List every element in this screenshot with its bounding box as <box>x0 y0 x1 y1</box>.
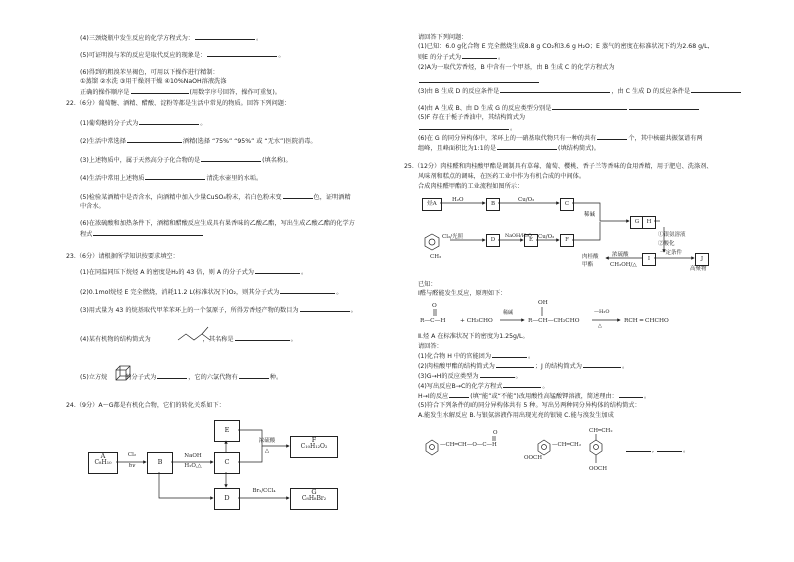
text: 。 <box>515 373 522 380</box>
text: 。 <box>510 125 517 132</box>
flow-g-box: G <box>630 216 644 229</box>
isomer-2-ring <box>538 440 550 455</box>
text: (1)化合物 H 中的官能团为 <box>418 353 492 360</box>
cond-flow-ab: H₂O <box>452 197 464 203</box>
text: (4)生活中常用上述物质 <box>80 175 145 182</box>
text: (填结构简式)。 <box>558 145 600 152</box>
label: D <box>224 494 230 502</box>
cond-ab-bottom: hv <box>128 463 136 469</box>
isomer-3-bot: OOCH <box>589 466 608 472</box>
toluene-ring <box>425 234 439 250</box>
text: 中含水。 <box>80 203 105 210</box>
text: 已知： <box>418 281 437 288</box>
known-rxn-product: RCH ═ CHCHO <box>624 318 669 324</box>
flow-e-box: E <box>524 234 538 247</box>
text: 合成肉桂醛甲酯的工业流程如图所示： <box>418 183 524 190</box>
text: 清洗水壶里的水垢。 <box>206 175 263 182</box>
arrow-c-f <box>238 446 262 462</box>
text: 正确的操作顺序是 <box>80 89 130 96</box>
arrow-b-d <box>159 472 213 498</box>
text: 风味剂和糕点的调味，在医药工业中作为有机合成的中间体。 <box>418 173 586 180</box>
text: Ⅱ.烃 A 在标准状况下的密度为1.25g/L。 <box>418 333 529 340</box>
known-rxn-arrow2-bot: △ <box>598 323 602 329</box>
known-rxn-arrow-lbl: 稀碱 <box>503 310 514 316</box>
cond-flow-bc: Cu/O₂ <box>518 197 535 203</box>
text: 个，其中核磁共振氢谱有两 <box>628 135 703 142</box>
flow-b-box: B <box>486 198 500 211</box>
text: 23.（6分）请根据所学知识按要求填空： <box>66 253 179 260</box>
text: 则E 的分子式为 <box>418 54 462 61</box>
text: (填“能”或“不能”)改用酸性高锰酸钾溶液，简述理由： <box>470 393 618 400</box>
text: (5)立方烷 <box>80 374 108 381</box>
text: (1)已知：6.0 g化合物 E 完全燃烧生成8.8 g CO₂和3.6 g H₂O；E 蒸气的密度在标准状况下约为2.68 g/L, <box>418 43 710 50</box>
text: 。 <box>278 52 285 59</box>
text: A.能发生水解反应 B.与银氨溶液作用出现光亮的银镜 C.能与溴发生加成 <box>418 412 614 419</box>
text: ，由 C 生成 D 的反应条件是 <box>611 88 691 95</box>
text: (3)上述物质中，属于天然高分子化合物的是 <box>80 157 201 164</box>
cond-flow-cg: 稀碱 <box>584 212 596 218</box>
text: (4)某有机物的结构简式为 <box>80 336 151 343</box>
formula: C₁₀H₁₂O₂ <box>300 442 328 450</box>
flow-d-box: D <box>486 234 500 247</box>
text: ①蒸馏 ②水洗 ③用干燥剂干燥 ④10%NaOH溶液洗涤 <box>80 78 227 85</box>
text: 请回答下列问题： <box>418 34 468 41</box>
text: 24.（9分）A～G都是有机化合物，它们的转化关系如下： <box>66 402 225 409</box>
text: 色，证明酒精 <box>313 194 351 201</box>
text: 。 <box>621 363 629 370</box>
text: (4)由 A 生成 B、由 D 生成 G 的反应类型分别是 <box>418 105 552 112</box>
text: (5)F 存在于栀子香油中，其结构简式为 <box>418 114 526 121</box>
isomer-3-top: CH═CH₂ <box>589 428 613 434</box>
isomer-1-o: O <box>493 430 498 436</box>
text: 。 <box>290 336 297 343</box>
text: H <box>440 318 446 324</box>
cond-ef-bottom: △ <box>264 448 270 454</box>
text: 。 <box>300 269 308 276</box>
text: (2)A为一取代芳香烃，B 中含有一个甲基，由 B 生成 C 的化学方程式为 <box>418 64 615 71</box>
text: (2)肉桂酸甲酯的结构简式为 <box>418 363 495 370</box>
isomer-1: —CH═CH—O—C—H <box>440 442 497 448</box>
text: 。 <box>200 120 207 127</box>
text: 25.（12分）肉桂醛和肉桂酸甲酯是调制具有草莓、葡萄、樱桃、香子兰等香味的食用香精，用于肥皂、洗涤剂、 <box>404 163 713 170</box>
isomer-blanks: , 。 <box>625 446 689 454</box>
text: 酒精(选择 “75%” “95%” 或 “无水”)医院消毒。 <box>182 138 317 145</box>
cond-flow-gh2: ②酸化 <box>658 241 675 247</box>
skeletal-chain <box>178 334 210 340</box>
text: Ⅰ醛与醛能发生反应，原理如下： <box>418 290 507 297</box>
text: (填名称)。 <box>262 157 292 164</box>
flow-j-box: J <box>695 253 709 266</box>
cond-flow-i1: 浓硫酸 <box>612 252 629 258</box>
text: (3)G→H的反应类型为 <box>418 373 479 380</box>
text: (3)由 B 生成 D 的反应条件是 <box>418 88 500 95</box>
cond-dg-top: Br₂/CCl₄ <box>252 488 276 494</box>
text: ，它的六氯代物有 <box>188 374 238 381</box>
text: 请回答： <box>418 343 443 350</box>
isomer-2: —CH═CH₂ <box>552 442 582 448</box>
text: (5)符合下列条件的I的同分异构体共有 5 种。写出另两种同分异构体的结构简式： <box>418 402 641 409</box>
polymer-label: 高聚物 <box>690 266 707 272</box>
text: (6)得到的粗溴苯呈褐色，可用以下操作进行精制： <box>80 69 219 76</box>
text: ；J 的结构简式为 <box>534 363 582 370</box>
isomer-1-ring <box>426 440 438 455</box>
text: (1)葡萄糖的分子式为 <box>80 120 139 127</box>
text: (4)写出反应B→C的化学方程式 <box>418 383 503 390</box>
text: 组峰，且峰面积比为1:1的是 <box>418 145 497 152</box>
cond-bc-bottom: H₂O,△ <box>184 463 202 469</box>
cond-ab-top: Cl₂ <box>127 452 137 458</box>
cond-flow-i2: CH₃OH/△ <box>610 262 637 268</box>
text: (2)生活中常选择 <box>80 138 126 145</box>
cond-flow-gh1: ①银氨溶液 <box>658 232 686 238</box>
text: 。 <box>643 393 651 400</box>
cond-flow-ef: Cu/O₂ <box>538 234 555 240</box>
label: C <box>224 458 230 466</box>
text: 。 <box>528 353 535 360</box>
text: 程式 <box>80 231 93 238</box>
methyl-label: 甲酯 <box>582 262 594 268</box>
flow-c-box: C <box>560 198 574 211</box>
text: 。 <box>542 383 549 390</box>
known-rxn-mid: R—CH—CH₂CHO <box>528 318 580 324</box>
known-rxn-plus: + CH₃CHO <box>460 318 493 324</box>
arrow-e-f <box>238 430 289 446</box>
flow-i-box: I <box>642 253 656 266</box>
text: 种。 <box>269 374 283 381</box>
flow-a-box: 烃A <box>422 198 442 211</box>
text: (6)在 G 的同分异构体中，苯环上的一硝基取代物只有一种的共有 <box>418 135 597 142</box>
cond-flow-ij: 一定条件 <box>660 250 683 256</box>
text: (6)在浓硫酸和加热条件下，酒精和醋酸反应生成具有果香味的乙酸乙酯，写出生成乙酸乙酯的化学方 <box>80 220 355 227</box>
text: (5)检验某酒精中是否含水，向酒精中加入少量CuSO₄粉末，若白色粉末变 <box>80 194 282 201</box>
formula: C₈H₈Br₂ <box>301 494 327 502</box>
text: (用数字序号回答，操作可重复)。 <box>189 89 281 96</box>
skeletal-branch <box>202 327 208 334</box>
label: E <box>224 426 230 434</box>
cond-flow-tol: Cl₂/光照 <box>442 234 464 240</box>
label: F <box>311 436 317 444</box>
text: (1)在同温同压下烷烃 A 的密度是H₂的 43 倍，则 A 的分子式为 <box>80 269 254 276</box>
known-rxn-oh: OH <box>538 300 548 306</box>
text: H→I的反应 <box>418 393 449 400</box>
cinnamate-label: 肉桂酸 <box>582 254 599 260</box>
label: A <box>100 452 106 460</box>
text: 。 <box>498 54 505 61</box>
text: (3)用式量为 43 的烷基取代甲苯苯环上的一个氢原子，所得芳香烃产物的数目为 <box>80 307 299 314</box>
known-rxn-arrow2-lbl: —H₂O <box>594 309 610 315</box>
isomer-2-sub: OOCH <box>524 455 543 461</box>
text: 22.（6分）葡萄糖、酒精、醋酸、淀粉等都是生活中常见的物质。回答下列问题： <box>66 100 291 107</box>
label: B <box>157 458 163 466</box>
known-rxn-r: R—C—H <box>420 318 446 324</box>
text: 。 <box>350 307 357 314</box>
known-rxn-o: O <box>432 303 437 309</box>
isomer-3-ring <box>590 440 602 455</box>
text: 的分子式为 <box>125 374 157 381</box>
toluene-ch3: CH₃ <box>430 254 442 260</box>
cond-bc-top: NaOH <box>184 453 202 459</box>
cond-ef-top: 浓硫酸 <box>258 438 276 444</box>
text: (2)0.1mol烷烃 E 完全燃烧，消耗11.2 L(标准状况下)O₂，则其分子式为 <box>80 289 280 296</box>
text: (5)可证明溴与苯的反应是取代反应的现象是： <box>80 52 207 59</box>
text: 。 <box>255 35 263 42</box>
text: 。 <box>336 289 343 296</box>
flow-f-box: F <box>560 234 574 247</box>
label: G <box>311 488 317 496</box>
cond-flow-de: NaOH/H₂O <box>505 234 532 239</box>
formula: C₈H₁₀ <box>94 458 112 466</box>
text: (4)三颈烧瓶中发生反应的化学方程式为： <box>80 35 194 42</box>
text: ，其名称是 <box>202 336 234 343</box>
text: C <box>430 318 435 324</box>
text: R <box>420 318 425 324</box>
flow-h-box: H <box>642 216 656 229</box>
